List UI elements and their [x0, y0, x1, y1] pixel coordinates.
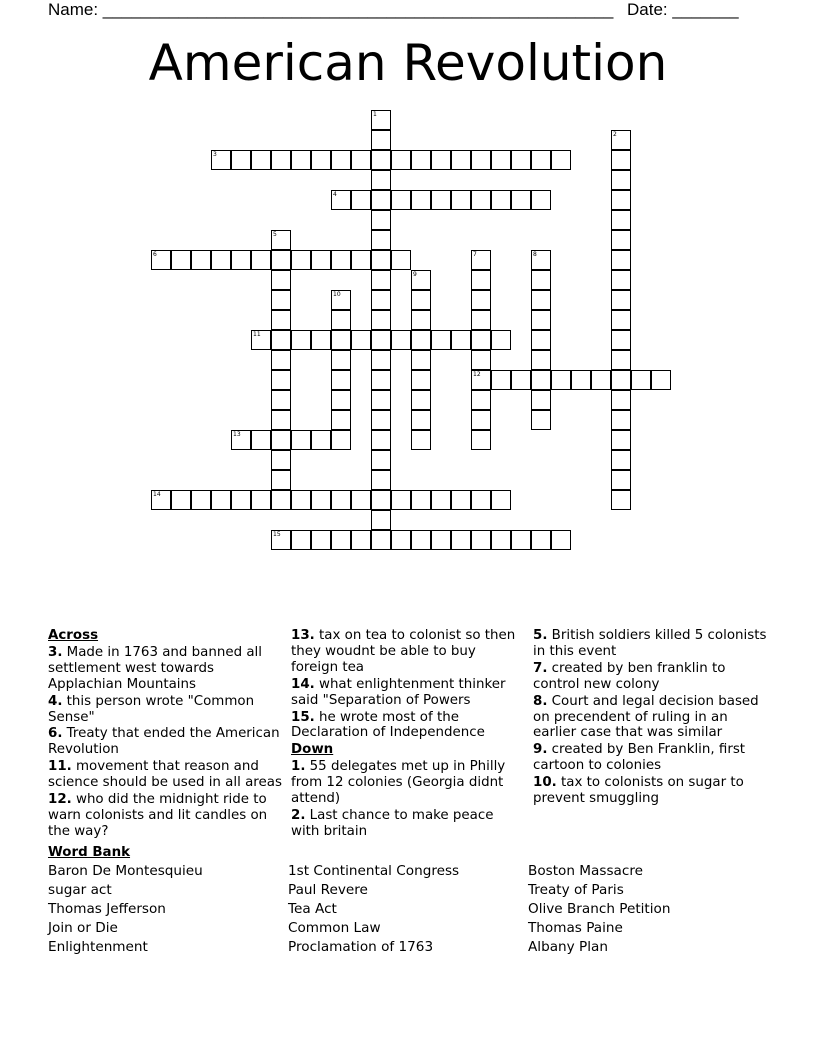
grid-cell[interactable]: [611, 270, 631, 290]
grid-cell[interactable]: [531, 390, 551, 410]
grid-cell[interactable]: [551, 150, 571, 170]
grid-cell[interactable]: [371, 250, 391, 270]
grid-cell[interactable]: [271, 150, 291, 170]
across-clue: [291, 710, 526, 742]
down-clue: [533, 661, 768, 693]
grid-cell[interactable]: [271, 330, 291, 350]
clue-number: 14.: [291, 676, 315, 692]
grid-cell[interactable]: [491, 370, 511, 390]
grid-cell[interactable]: [331, 370, 351, 390]
grid-cell[interactable]: [371, 370, 391, 390]
grid-cell[interactable]: [271, 350, 291, 370]
grid-cell[interactable]: [411, 490, 431, 510]
clue-text: movement that reason and science should be used in all areas: [48, 759, 282, 791]
grid-cell[interactable]: [371, 390, 391, 410]
grid-cell[interactable]: [271, 530, 291, 550]
grid-cell[interactable]: [431, 530, 451, 550]
clue-text: Treaty that ended the American Revolution: [48, 726, 280, 758]
grid-cell[interactable]: [411, 390, 431, 410]
clue-text: Last chance to make peace with britain: [291, 807, 494, 839]
grid-cell[interactable]: [231, 490, 251, 510]
clue-text: Made in 1763 and banned all settlement west towards Applachian Mountains: [48, 644, 262, 692]
grid-cell[interactable]: [411, 330, 431, 350]
down-clue: [533, 694, 768, 742]
grid-cell[interactable]: [191, 490, 211, 510]
clue-text: tax on tea to colonist so then they woudnt be able to buy foreign tea: [291, 628, 516, 675]
clue-text: created by ben franklin to control new colony: [533, 660, 726, 692]
grid-cell[interactable]: [391, 530, 411, 550]
word-bank-item: Enlightenment: [48, 939, 148, 955]
down-clue: [533, 628, 768, 660]
grid-cell[interactable]: [631, 370, 651, 390]
grid-cell[interactable]: [251, 250, 271, 270]
grid-cell[interactable]: [311, 150, 331, 170]
grid-cell[interactable]: [331, 190, 351, 210]
grid-cell[interactable]: [231, 150, 251, 170]
word-bank-heading: Word Bank: [48, 845, 131, 860]
grid-cell[interactable]: [411, 150, 431, 170]
word-bank-item: Paul Revere: [288, 882, 368, 898]
grid-cell[interactable]: [371, 450, 391, 470]
grid-cell[interactable]: [371, 530, 391, 550]
grid-cell[interactable]: [371, 330, 391, 350]
clue-text: he wrote most of the Declaration of Independence: [291, 709, 485, 741]
grid-cell[interactable]: [591, 370, 611, 390]
name-line: ______________________________________________________: [102, 0, 614, 19]
grid-cell[interactable]: [451, 530, 471, 550]
grid-cell[interactable]: [291, 330, 311, 350]
grid-cell[interactable]: [471, 370, 491, 390]
grid-cell[interactable]: [551, 370, 571, 390]
clue-text: Court and legal decision based on precendent of ruling in an earlier case that was similar: [533, 693, 759, 741]
down-clue: [291, 759, 526, 807]
grid-cell[interactable]: [371, 270, 391, 290]
grid-cell[interactable]: [251, 330, 271, 350]
grid-cell[interactable]: [411, 370, 431, 390]
clue-number: 11.: [48, 759, 72, 775]
grid-cell[interactable]: [531, 370, 551, 390]
grid-cell[interactable]: [611, 470, 631, 490]
grid-cell[interactable]: [231, 430, 251, 450]
clue-text: British soldiers killed 5 colonists in this event: [533, 628, 767, 659]
grid-cell[interactable]: [411, 350, 431, 370]
grid-cell[interactable]: [351, 490, 371, 510]
cell-number: 1: [373, 111, 377, 118]
down-clue: [291, 808, 526, 840]
cell-number: 2: [613, 131, 617, 138]
grid-cell[interactable]: [271, 470, 291, 490]
grid-cell[interactable]: [531, 330, 551, 350]
grid-cell[interactable]: [291, 530, 311, 550]
grid-cell[interactable]: [391, 150, 411, 170]
grid-cell[interactable]: [531, 310, 551, 330]
cell-number: 11: [253, 331, 261, 338]
grid-cell[interactable]: [231, 250, 251, 270]
grid-cell[interactable]: [351, 250, 371, 270]
word-bank-item: Treaty of Paris: [528, 882, 624, 898]
grid-cell[interactable]: [471, 490, 491, 510]
clues-column-1: [48, 628, 283, 841]
grid-cell[interactable]: [191, 250, 211, 270]
grid-cell[interactable]: [371, 190, 391, 210]
grid-cell[interactable]: [391, 330, 411, 350]
grid-cell[interactable]: [351, 530, 371, 550]
word-bank-item: Olive Branch Petition: [528, 901, 671, 917]
grid-cell[interactable]: [271, 450, 291, 470]
word-bank-item: Proclamation of 1763: [288, 939, 434, 955]
grid-cell[interactable]: [331, 430, 351, 450]
cell-number: 8: [533, 251, 537, 258]
grid-cell[interactable]: [611, 170, 631, 190]
grid-cell[interactable]: [431, 190, 451, 210]
grid-cell[interactable]: [471, 150, 491, 170]
grid-cell[interactable]: [471, 410, 491, 430]
clue-text: what enlightenment thinker said "Separation of Powers: [291, 676, 506, 708]
grid-cell[interactable]: [271, 390, 291, 410]
grid-cell[interactable]: [431, 150, 451, 170]
grid-cell[interactable]: [331, 290, 351, 310]
grid-cell[interactable]: [371, 350, 391, 370]
cell-number: 14: [153, 491, 161, 498]
grid-cell[interactable]: [271, 410, 291, 430]
word-bank-item: Albany Plan: [528, 939, 608, 955]
grid-cell[interactable]: [271, 290, 291, 310]
clue-number: 4.: [48, 693, 63, 709]
grid-cell[interactable]: [611, 230, 631, 250]
down-clue: [533, 775, 768, 807]
grid-cell[interactable]: [471, 430, 491, 450]
word-bank-item: 1st Continental Congress: [288, 863, 460, 879]
grid-cell[interactable]: [471, 270, 491, 290]
word-bank-item: sugar act: [48, 882, 112, 898]
grid-cell[interactable]: [431, 490, 451, 510]
cell-number: 13: [233, 431, 241, 438]
clues-column-2: [291, 628, 526, 841]
grid-cell[interactable]: [251, 490, 271, 510]
grid-cell[interactable]: [431, 330, 451, 350]
word-bank-item: Common Law: [288, 920, 381, 936]
grid-cell[interactable]: [211, 250, 231, 270]
across-clue: [48, 726, 283, 758]
grid-cell[interactable]: [331, 350, 351, 370]
page-title: American Revolution: [148, 34, 668, 92]
clue-text: this person wrote "Common Sense": [48, 693, 255, 725]
grid-cell[interactable]: [371, 410, 391, 430]
down-clue: [533, 742, 768, 774]
name-label: Name:: [48, 0, 103, 19]
grid-cell[interactable]: [211, 150, 231, 170]
grid-cell[interactable]: [611, 190, 631, 210]
grid-cell[interactable]: [391, 190, 411, 210]
grid-cell[interactable]: [151, 250, 171, 270]
grid-cell[interactable]: [211, 490, 231, 510]
cell-number: 15: [273, 531, 281, 538]
grid-cell[interactable]: [451, 330, 471, 350]
grid-cell[interactable]: [611, 290, 631, 310]
grid-cell[interactable]: [451, 190, 471, 210]
clue-number: 13.: [291, 628, 315, 643]
grid-cell[interactable]: [371, 130, 391, 150]
across-clue: [48, 694, 283, 726]
grid-cell[interactable]: [411, 410, 431, 430]
grid-cell[interactable]: [531, 290, 551, 310]
grid-cell[interactable]: [371, 230, 391, 250]
grid-cell[interactable]: [471, 530, 491, 550]
grid-cell[interactable]: [331, 250, 351, 270]
grid-cell[interactable]: [611, 210, 631, 230]
grid-cell[interactable]: [471, 350, 491, 370]
grid-cell[interactable]: [451, 490, 471, 510]
cell-number: 3: [213, 151, 217, 158]
grid-cell[interactable]: [371, 210, 391, 230]
word-bank-item: Thomas Jefferson: [48, 901, 166, 917]
clue-number: 3.: [48, 644, 63, 660]
grid-cell[interactable]: [471, 330, 491, 350]
grid-cell[interactable]: [411, 430, 431, 450]
grid-cell[interactable]: [311, 250, 331, 270]
date-line: _______: [672, 0, 739, 19]
grid-cell[interactable]: [271, 270, 291, 290]
grid-cell[interactable]: [371, 490, 391, 510]
grid-cell[interactable]: [331, 530, 351, 550]
grid-cell[interactable]: [531, 270, 551, 290]
across-clue: [291, 677, 526, 709]
clue-number: 1.: [291, 759, 306, 775]
cell-number: 9: [413, 271, 417, 278]
grid-cell[interactable]: [311, 530, 331, 550]
grid-cell[interactable]: [531, 350, 551, 370]
clues-column-3: [533, 628, 768, 808]
grid-cell[interactable]: [611, 450, 631, 470]
grid-cell[interactable]: [511, 150, 531, 170]
grid-cell[interactable]: [351, 190, 371, 210]
word-bank-item: Tea Act: [288, 901, 337, 917]
clue-number: 2.: [291, 807, 306, 823]
grid-cell[interactable]: [331, 410, 351, 430]
grid-cell[interactable]: [651, 370, 671, 390]
grid-cell[interactable]: [411, 190, 431, 210]
grid-cell[interactable]: [291, 150, 311, 170]
grid-cell[interactable]: [491, 330, 511, 350]
grid-cell[interactable]: [411, 530, 431, 550]
grid-cell[interactable]: [271, 370, 291, 390]
word-bank-item: Thomas Paine: [528, 920, 623, 936]
clue-number: 7.: [533, 660, 548, 676]
grid-cell[interactable]: [371, 510, 391, 530]
grid-cell[interactable]: [611, 250, 631, 270]
clue-text: tax to colonists on sugar to prevent smuggling: [533, 775, 744, 807]
grid-cell[interactable]: [331, 310, 351, 330]
clue-number: 10.: [533, 775, 557, 791]
date-label: Date:: [627, 0, 673, 19]
grid-cell[interactable]: [271, 430, 291, 450]
grid-cell[interactable]: [611, 130, 631, 150]
grid-cell[interactable]: [611, 150, 631, 170]
grid-cell[interactable]: [571, 370, 591, 390]
grid-cell[interactable]: [531, 150, 551, 170]
across-heading: Across: [48, 628, 99, 643]
clue-number: 12.: [48, 792, 72, 808]
grid-cell[interactable]: [291, 490, 311, 510]
grid-cell[interactable]: [411, 270, 431, 290]
grid-cell[interactable]: [531, 250, 551, 270]
grid-cell[interactable]: [491, 190, 511, 210]
grid-cell[interactable]: [511, 530, 531, 550]
clue-number: 15.: [291, 709, 315, 725]
grid-cell[interactable]: [311, 430, 331, 450]
grid-cell[interactable]: [491, 490, 511, 510]
grid-cell[interactable]: [551, 530, 571, 550]
word-bank-item: Join or Die: [48, 920, 118, 936]
grid-cell[interactable]: [371, 170, 391, 190]
grid-cell[interactable]: [271, 230, 291, 250]
grid-cell[interactable]: [171, 250, 191, 270]
grid-cell[interactable]: [311, 490, 331, 510]
grid-cell[interactable]: [251, 150, 271, 170]
grid-cell[interactable]: [611, 370, 631, 390]
grid-cell[interactable]: [271, 250, 291, 270]
grid-cell[interactable]: [391, 250, 411, 270]
cell-number: 5: [273, 231, 277, 238]
clue-number: 9.: [533, 742, 548, 758]
grid-cell[interactable]: [611, 390, 631, 410]
grid-cell[interactable]: [371, 110, 391, 130]
grid-cell[interactable]: [311, 330, 331, 350]
grid-cell[interactable]: [511, 190, 531, 210]
clue-text: created by Ben Franklin, first cartoon to colonies: [533, 742, 746, 774]
grid-cell[interactable]: [531, 530, 551, 550]
clue-number: 8.: [533, 693, 548, 709]
grid-cell[interactable]: [331, 150, 351, 170]
clue-number: 5.: [533, 628, 548, 643]
grid-cell[interactable]: [531, 410, 551, 430]
grid-cell[interactable]: [291, 430, 311, 450]
grid-cell[interactable]: [411, 310, 431, 330]
cell-number: 4: [333, 191, 337, 198]
cell-number: 10: [333, 291, 341, 298]
across-clue: [291, 628, 526, 676]
grid-cell[interactable]: [611, 410, 631, 430]
clue-text: 55 delegates met up in Philly from 12 colonies (Georgia didnt attend): [291, 759, 506, 807]
grid-cell[interactable]: [611, 310, 631, 330]
grid-cell[interactable]: [371, 310, 391, 330]
grid-cell[interactable]: [471, 310, 491, 330]
grid-cell[interactable]: [491, 150, 511, 170]
grid-cell[interactable]: [271, 490, 291, 510]
across-clue: [48, 792, 283, 840]
grid-cell[interactable]: [371, 290, 391, 310]
grid-cell[interactable]: [471, 250, 491, 270]
grid-cell[interactable]: [351, 330, 371, 350]
clue-text: who did the midnight ride to warn colonists and lit candles on the way?: [48, 792, 268, 839]
grid-cell[interactable]: [471, 190, 491, 210]
grid-cell[interactable]: [331, 490, 351, 510]
grid-cell[interactable]: [451, 150, 471, 170]
grid-cell[interactable]: [531, 190, 551, 210]
across-clue: [48, 759, 283, 791]
clue-number: 6.: [48, 726, 63, 742]
grid-cell[interactable]: [251, 430, 271, 450]
cell-number: 12: [473, 371, 481, 378]
grid-cell[interactable]: [611, 330, 631, 350]
grid-cell[interactable]: [471, 290, 491, 310]
word-bank-item: Baron De Montesquieu: [48, 863, 203, 879]
grid-cell[interactable]: [511, 370, 531, 390]
grid-cell[interactable]: [611, 350, 631, 370]
grid-cell[interactable]: [491, 530, 511, 550]
grid-cell[interactable]: [611, 490, 631, 510]
grid-cell[interactable]: [371, 470, 391, 490]
grid-cell[interactable]: [371, 150, 391, 170]
grid-cell[interactable]: [151, 490, 171, 510]
grid-cell[interactable]: [271, 310, 291, 330]
grid-cell[interactable]: [331, 390, 351, 410]
across-clue: [48, 645, 283, 693]
cell-number: 6: [153, 251, 157, 258]
grid-cell[interactable]: [411, 290, 431, 310]
grid-cell[interactable]: [371, 430, 391, 450]
grid-cell[interactable]: [391, 490, 411, 510]
grid-cell[interactable]: [171, 490, 191, 510]
down-heading: Down: [291, 742, 334, 758]
grid-cell[interactable]: [291, 250, 311, 270]
word-bank-item: Boston Massacre: [528, 863, 643, 879]
grid-cell[interactable]: [611, 430, 631, 450]
cell-number: 7: [473, 251, 477, 258]
grid-cell[interactable]: [471, 390, 491, 410]
grid-cell[interactable]: [331, 330, 351, 350]
grid-cell[interactable]: [351, 150, 371, 170]
